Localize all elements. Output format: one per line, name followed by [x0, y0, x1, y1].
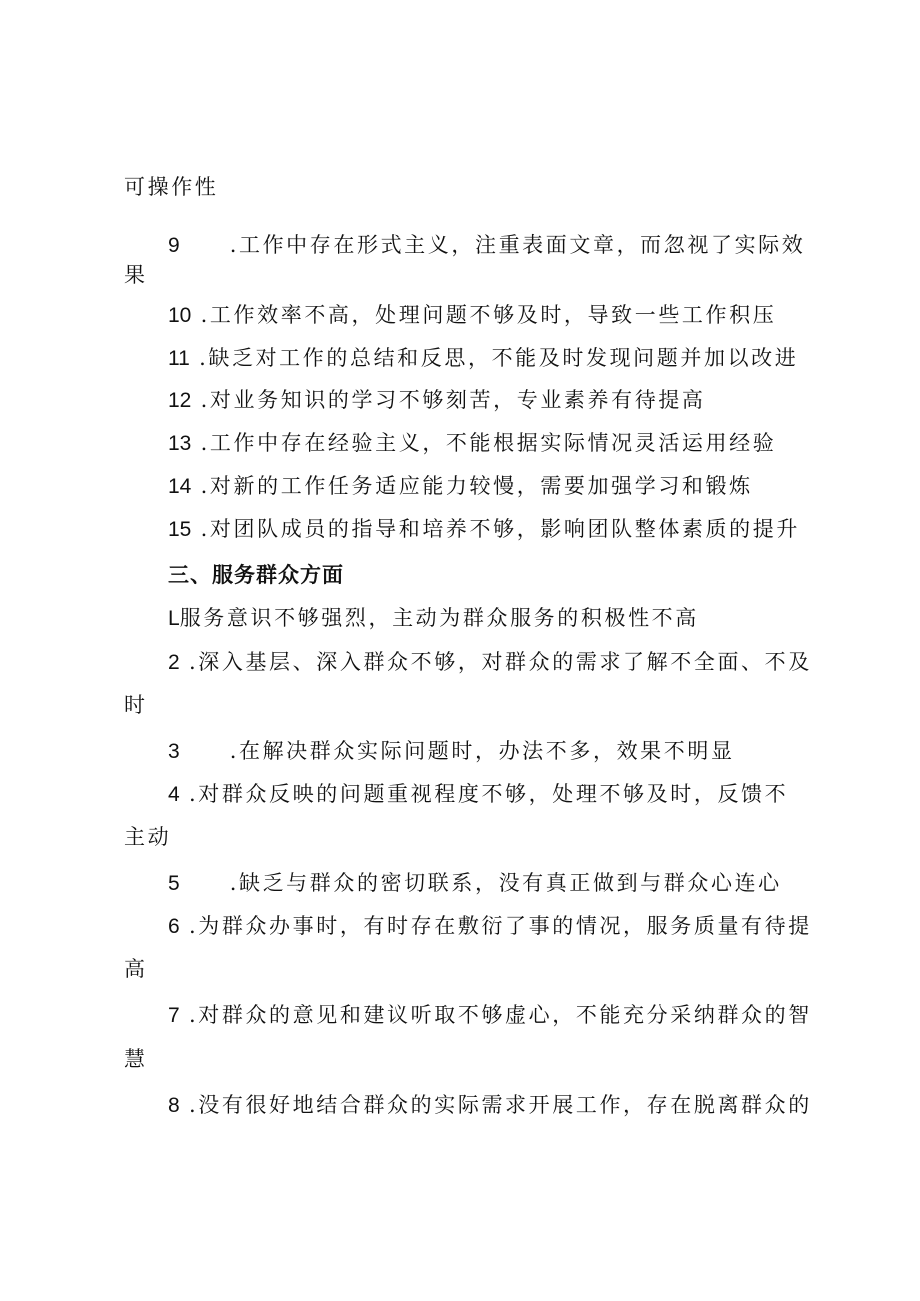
item-number: 2: [168, 651, 180, 674]
item-text: 缺乏对工作的总结和反思，不能及时发现问题并加以改进: [208, 346, 799, 370]
item-text-continuation: 果: [124, 263, 148, 287]
list-item: [168, 385, 706, 416]
item-number: 14: [168, 475, 192, 498]
item-separator: .: [199, 346, 209, 370]
list-item: [168, 647, 812, 678]
item-number: 12: [168, 389, 192, 412]
item-separator: .: [200, 474, 210, 498]
item-number: 3: [168, 740, 180, 763]
list-item: [168, 1090, 812, 1121]
item-number: L: [168, 607, 180, 630]
item-number: 6: [168, 915, 180, 938]
list-item-continuation: [124, 822, 171, 852]
list-item: [168, 736, 735, 767]
item-separator: .: [200, 388, 210, 412]
item-number: 9: [168, 234, 180, 257]
list-item: [168, 1000, 812, 1031]
list-item: [168, 911, 812, 942]
item-separator: .: [200, 431, 210, 455]
item-separator: .: [188, 1003, 199, 1027]
item-text: 对群众反映的问题重视程度不够，处理不够及时，反馈不: [198, 782, 789, 806]
item-separator: .: [229, 233, 239, 257]
item-text: 工作效率不高，处理问题不够及时，导致一些工作积压: [209, 303, 777, 327]
item-separator: .: [200, 303, 210, 327]
item-number: 7: [168, 1004, 180, 1027]
list-item: [168, 779, 788, 810]
item-text: 服务意识不够强烈，主动为群众服务的积极性不高: [179, 606, 699, 630]
item-text: 对业务知识的学习不够刻苦，专业素养有待提高: [209, 388, 706, 412]
item-number: 4: [168, 783, 180, 806]
item-number: 8: [168, 1094, 180, 1117]
item-text: 对新的工作任务适应能力较慢，需要加强学习和锻炼: [209, 474, 753, 498]
item-separator: .: [229, 871, 239, 895]
item-text: 对团队成员的指导和培养不够，影响团队整体素质的提升: [209, 517, 800, 541]
item-text: 缺乏与群众的密切联系，没有真正做到与群众心连心: [238, 871, 782, 895]
list-item: [168, 868, 782, 899]
list-item-continuation: [124, 1044, 148, 1074]
item-separator: .: [188, 650, 199, 674]
item-text: 工作中存在经验主义，不能根据实际情况灵活运用经验: [209, 431, 777, 455]
section-heading: [168, 560, 344, 590]
item-text: 为群众办事时，有时存在敷衍了事的情况，服务质量有待提: [198, 914, 812, 938]
list-item: [168, 343, 798, 374]
item-separator: .: [188, 1093, 199, 1117]
item-text: 在解决群众实际问题时，办法不多，效果不明显: [238, 739, 735, 763]
item-text-continuation: 主动: [124, 825, 172, 849]
item-text-continuation: 高: [124, 957, 148, 981]
item-text: 对群众的意见和建议听取不够虚心，不能充分采纳群众的智: [198, 1003, 812, 1027]
item-number: 5: [168, 872, 180, 895]
item-number: 15: [168, 518, 192, 541]
item-separator: .: [188, 914, 199, 938]
item-number: 10: [168, 304, 192, 327]
paragraph-continuation: [124, 172, 218, 202]
item-separator: .: [200, 517, 210, 541]
list-item: [168, 428, 776, 459]
list-item: [168, 514, 800, 545]
item-separator: .: [229, 739, 239, 763]
item-text: 工作中存在形式主义，注重表面文章，而忽视了实际效: [238, 233, 806, 257]
list-item: [168, 471, 753, 502]
item-text: 没有很好地结合群众的实际需求开展工作，存在脱离群众的: [198, 1093, 812, 1117]
list-item-continuation: [124, 260, 148, 290]
list-item: [168, 230, 805, 261]
item-text-continuation: 慧: [124, 1047, 148, 1071]
item-number: 13: [168, 432, 192, 455]
list-item-continuation: [124, 690, 148, 720]
item-number: 11: [168, 347, 190, 370]
item-text-continuation: 时: [124, 693, 148, 717]
section-heading-text: 三、服务群众方面: [168, 563, 344, 587]
list-item: [168, 300, 776, 331]
item-text: 深入基层、深入群众不够，对群众的需求了解不全面、不及: [198, 650, 812, 674]
list-item: [168, 603, 699, 634]
paragraph-text: 可操作性: [124, 175, 219, 199]
list-item-continuation: [124, 954, 148, 984]
item-separator: .: [188, 782, 199, 806]
